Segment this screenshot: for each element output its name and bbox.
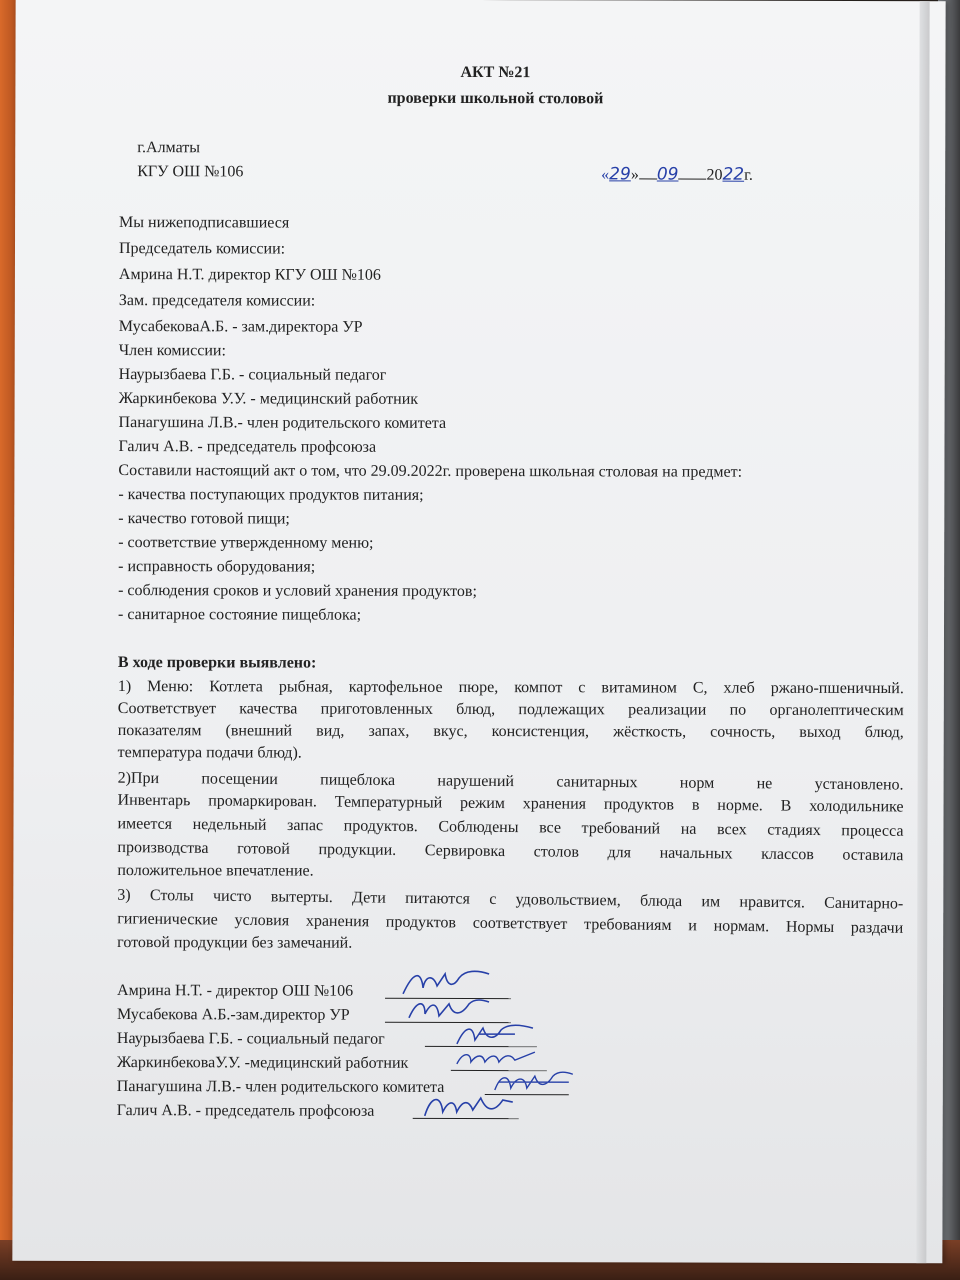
- subject-item: - соблюдения сроков и условий хранения продуктов;: [118, 582, 477, 600]
- finding-line: Соответствует качества приготовленных блюд, подлежащих реализации по органолептическим: [117, 700, 904, 720]
- member-item: Наурызбаева Г.Б. - социальный педагог: [118, 366, 387, 384]
- intro-text: Мы нижеподписавшиеся: [119, 214, 290, 232]
- signature-name: Панагушина Л.В.- член родительского комитета: [116, 1078, 445, 1096]
- signature-name: ЖаркинбековаУ.У. -медицинский работник: [116, 1054, 409, 1072]
- finding-line: 3) Столы чисто вытерты. Дети питаются с удовольствием, блюда им нравится. Санитарно-: [117, 886, 904, 913]
- member-item: Панагушина Л.В.- член родительского комитета: [118, 414, 447, 432]
- finding-line-last: положительное впечатление.: [117, 862, 314, 880]
- subject-item: - санитарное состояние пищеблока;: [118, 606, 362, 624]
- act-subtitle: проверки школьной столовой: [387, 89, 604, 108]
- paper-sheet: [12, 0, 945, 1263]
- subject-item: - соответствие утвержденному меню;: [118, 534, 374, 552]
- date-close-quote: »: [630, 166, 639, 184]
- finding-line: имеется недельный запас продуктов. Соблюдены все требований на всех стадиях процесса: [117, 815, 904, 840]
- subject-item: - исправность оборудования;: [118, 558, 316, 576]
- member-label: Член комиссии:: [118, 342, 226, 360]
- finding-line: Инвентарь промаркирован. Температурный режим хранения продуктов в норме. В холодильнике: [117, 791, 904, 816]
- statement: Составили настоящий акт о том, что 29.09.2022г. проверена школьная столовая на предмет:: [118, 462, 743, 481]
- date-month: 09: [656, 164, 679, 185]
- date-year-unit: г.: [744, 166, 753, 184]
- act-title: АКТ №21: [460, 63, 531, 82]
- finding-line-last: готовой продукции без замечаний.: [117, 934, 353, 952]
- member-item: Жаркинбекова У.У. - медицинский работник: [118, 390, 419, 408]
- city: г.Алматы: [137, 139, 201, 157]
- handwritten-signature: [417, 1090, 517, 1124]
- finding-line: производства готовой продукции. Сервировка столов для начальных классов оставила: [117, 838, 904, 865]
- date-open-quote: «: [601, 166, 610, 184]
- signature-name: Галич А.В. - председатель профсоюза: [116, 1102, 375, 1120]
- date-day: 29: [609, 164, 631, 185]
- signature-name: Амрина Н.Т. - директор ОШ №106: [117, 982, 354, 1000]
- date-line: [601, 164, 753, 184]
- finding-line: гигиенические условия хранения продуктов соответствует требованиям и нормам. Нормы раздачи: [117, 910, 904, 937]
- chair-name: Амрина Н.Т. директор КГУ ОШ №106: [118, 266, 381, 284]
- document: [12, 0, 945, 1263]
- date-year-suffix: 22: [722, 164, 745, 185]
- finding-line-last: температура подачи блюд).: [117, 744, 302, 762]
- subject-item: - качество готовой пищи;: [118, 510, 290, 528]
- finding-line: показателям (внешний вид, запах, вкус, консистенция, жёсткость, сочность, выход блюд,: [117, 722, 904, 742]
- finding-line: 1) Меню: Котлета рыбная, картофельное пюре, компот с витамином С, хлеб ржано-пшеничный.: [117, 678, 904, 698]
- finding-line: 2)При посещении пищеблока нарушений санитарных норм не установлено.: [117, 769, 904, 794]
- signature-name: Мусабекова А.Б.-зам.директор УР: [116, 1006, 350, 1024]
- findings-heading: В ходе проверки выявлено:: [117, 654, 317, 672]
- organization: КГУ ОШ №106: [137, 163, 244, 181]
- deputy-label: Зам. председателя комиссии:: [118, 292, 316, 310]
- subject-item: - качества поступающих продуктов питания;: [118, 486, 424, 504]
- deputy-name: МусабековаА.Б. - зам.директора УР: [118, 318, 363, 336]
- member-item: Галич А.В. - председатель профсоюза: [118, 438, 377, 456]
- date-year-prefix: 20: [706, 166, 723, 184]
- chair-label: Председатель комиссии:: [118, 240, 286, 258]
- signature-name: Наурызбаева Г.Б. - социальный педагог: [116, 1030, 385, 1048]
